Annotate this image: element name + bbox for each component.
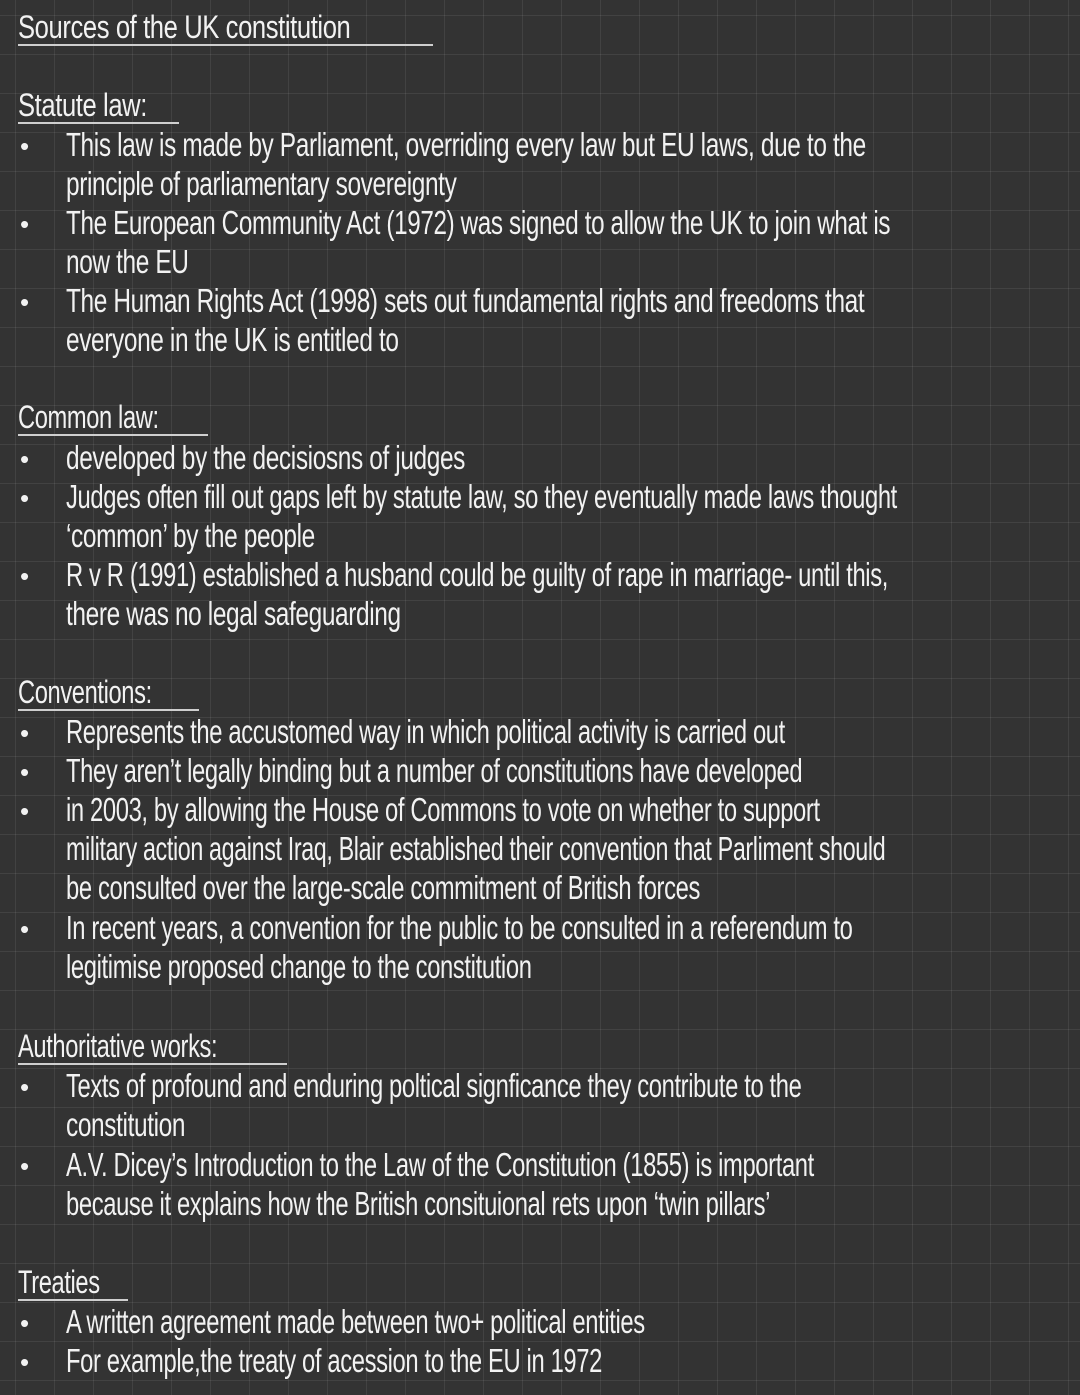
list-item-line: now the EU bbox=[66, 243, 189, 280]
list-item-line: constitution bbox=[66, 1106, 186, 1143]
list-item-line: R v R (1991) established a husband could be guilty of rape in marriage- until this, bbox=[66, 556, 888, 593]
page-title-text: Sources of the UK constitution bbox=[18, 9, 351, 45]
section-heading-conventions: Conventions: bbox=[18, 673, 199, 712]
list-item-line: because it explains how the British consituional rets upon ‘twin pillars’ bbox=[66, 1185, 771, 1222]
bullet-icon: • bbox=[20, 209, 30, 239]
list-item-line: They aren’t legally binding but a number of constitutions have developed bbox=[66, 752, 803, 789]
bullet-icon: • bbox=[20, 561, 30, 591]
list-item-line: For example,the treaty of acession to the EU in 1972 bbox=[66, 1342, 602, 1379]
bullet-icon: • bbox=[20, 1308, 30, 1338]
bullet-icon: • bbox=[20, 131, 30, 161]
list-item-line: be consulted over the large-scale commitment of British forces bbox=[66, 869, 701, 906]
list-item-line: in 2003, by allowing the House of Commons to vote on whether to support bbox=[66, 791, 820, 828]
bullet-icon: • bbox=[20, 718, 30, 748]
list-item-line: A.V. Dicey’s Introduction to the Law of the Constitution (1855) is important bbox=[66, 1146, 814, 1183]
bullet-icon: • bbox=[20, 287, 30, 317]
list-item-line: there was no legal safeguarding bbox=[66, 595, 401, 632]
bullet-icon: • bbox=[20, 1347, 30, 1377]
bullet-icon: • bbox=[20, 796, 30, 826]
bullet-icon: • bbox=[20, 1151, 30, 1181]
list-item-line: legitimise proposed change to the constitution bbox=[66, 948, 532, 985]
bullet-icon: • bbox=[20, 914, 30, 944]
section-heading-statute-law: Statute law: bbox=[18, 86, 179, 125]
section-heading-common-law: Common law: bbox=[18, 398, 208, 437]
list-item-line: The Human Rights Act (1998) sets out fundamental rights and freedoms that bbox=[66, 282, 865, 319]
bullet-icon: • bbox=[20, 483, 30, 513]
list-item-line: The European Community Act (1972) was signed to allow the UK to join what is bbox=[66, 204, 891, 241]
list-item-line: developed by the decisiosns of judges bbox=[66, 439, 466, 476]
list-item-line: principle of parliamentary sovereignty bbox=[66, 165, 457, 202]
bullet-icon: • bbox=[20, 444, 30, 474]
page-title bbox=[18, 8, 433, 47]
list-item-line: A written agreement made between two+ political entities bbox=[66, 1303, 645, 1340]
list-item-line: Represents the accustomed way in which political activity is carried out bbox=[66, 713, 785, 750]
section-heading-authoritative-works: Authoritative works: bbox=[18, 1027, 287, 1066]
list-item-line: This law is made by Parliament, overriding every law but EU laws, due to the bbox=[66, 126, 866, 163]
list-item-line: everyone in the UK is entitled to bbox=[66, 321, 399, 358]
list-item-line: In recent years, a convention for the public to be consulted in a referendum to bbox=[66, 909, 853, 946]
bullet-icon: • bbox=[20, 1072, 30, 1102]
list-item-line: Texts of profound and enduring poltical signficance they contribute to the bbox=[66, 1067, 802, 1104]
list-item-line: Judges often fill out gaps left by statute law, so they eventually made laws thought bbox=[66, 478, 897, 515]
list-item-line: military action against Iraq, Blair established their convention that Parliment should bbox=[66, 830, 886, 867]
bullet-icon: • bbox=[20, 757, 30, 787]
section-heading-treaties: Treaties bbox=[18, 1263, 128, 1302]
list-item-line: ‘common’ by the people bbox=[66, 517, 315, 554]
